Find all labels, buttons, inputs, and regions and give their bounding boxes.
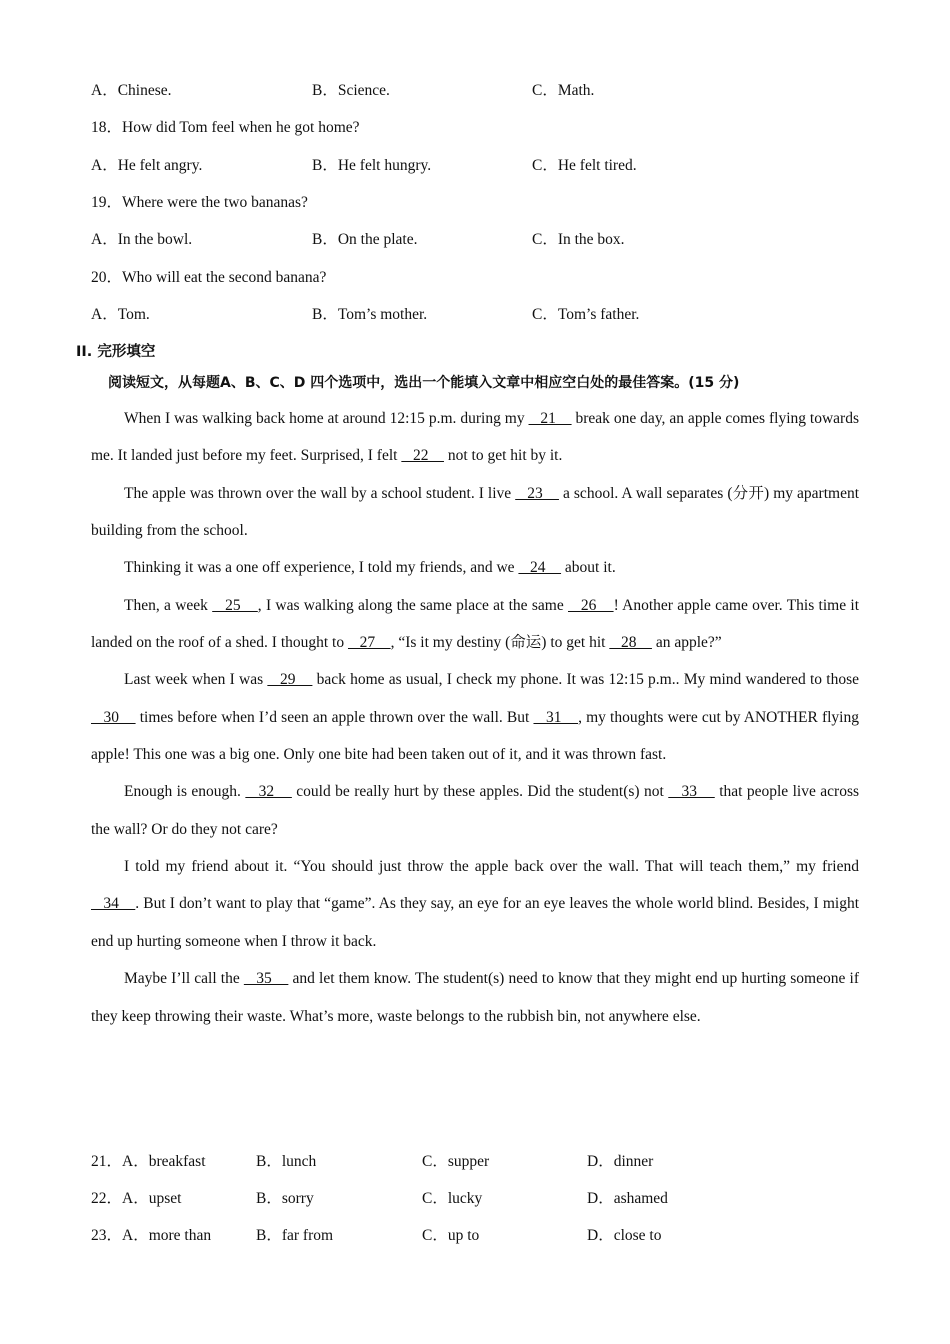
question-18: 18．How did Tom feel when he got home?	[91, 119, 360, 136]
option-b: B．He felt hungry.	[312, 157, 432, 174]
mcq-23-option-b: B．far from	[256, 1227, 334, 1244]
blank-26: 26	[568, 596, 614, 614]
blank-27: 27	[347, 634, 391, 652]
cloze-passage	[91, 400, 859, 1035]
option-a: A．He felt angry.	[91, 157, 203, 174]
blank-25: 25	[212, 596, 258, 614]
mcq-21	[91, 1150, 871, 1174]
paragraph-1: When I was walking back home at around 12:15 p.m. during my 21 break one day, an apple comes flying towards me. It landed just before my feet. Surprised, I felt 22 not to get hit by it.	[91, 410, 860, 465]
blank-30: 30	[91, 708, 136, 726]
blank-35: 35	[243, 970, 289, 988]
blank-33: 33	[668, 783, 715, 801]
option-a: A．In the bowl.	[91, 231, 193, 248]
option-b: B．On the plate.	[312, 231, 418, 248]
mcq-22	[91, 1187, 871, 1211]
paragraph-6: Enough is enough. 32 could be really hurt by these apples. Did the student(s) not 33 that people live across the wall? Or do they not care?	[91, 783, 860, 838]
mcq-23-option-d: D．close to	[587, 1227, 662, 1244]
mcq-21-option-b: B．lunch	[256, 1153, 317, 1170]
blank-31: 31	[533, 708, 579, 726]
section-instruction: 阅读短文，从每题A、B、C、D 四个选项中，选出一个能填入文章中相应空白处的最佳答案。(15 分)	[108, 375, 740, 391]
blank-34: 34	[91, 895, 136, 913]
blank-23: 23	[515, 484, 559, 502]
paragraph-7: I told my friend about it. “You should just throw the apple back over the wall. That will teach them,” my friend 34 . But I don’t want to play that “game”. As they say, an eye for an eye leaves the whole world blind. Besides, I might end up hurting someone when I throw it back.	[91, 858, 859, 950]
mcq-22-option-a: 22．A．upset	[91, 1190, 182, 1207]
question-19: 19．Where were the two bananas?	[91, 194, 308, 211]
blank-29: 29	[267, 671, 313, 689]
mcq-21-option-a: 21．A．breakfast	[91, 1153, 206, 1170]
blank-21: 21	[528, 410, 572, 427]
q19-options	[91, 228, 871, 252]
option-c: C．Math.	[532, 82, 595, 99]
paragraph-5: Last week when I was 29 back home as usual, I check my phone. It was 12:15 p.m.. My mind wandered to those 30 times before when I’d seen an apple thrown over the wall. But 31 , my thoughts were cut by ANOTHER flying apple! This one was a big one. Only one bite had been taken out of it, and it was thrown fast.	[91, 671, 859, 764]
option-a: A．Tom.	[91, 306, 150, 323]
q20-options	[91, 303, 871, 327]
q17-options	[91, 79, 871, 103]
option-b: B．Tom’s mother.	[312, 306, 428, 323]
section-heading: II. 完形填空	[76, 344, 156, 360]
option-c: C．In the box.	[532, 231, 625, 248]
paragraph-3: Thinking it was a one off experience, I told my friends, and we 24 about it.	[124, 559, 616, 577]
option-c: C．Tom’s father.	[532, 306, 640, 323]
blank-24: 24	[518, 559, 562, 577]
option-a: A．Chinese.	[91, 82, 172, 99]
mcq-22-option-b: B．sorry	[256, 1190, 314, 1207]
option-b: B．Science.	[312, 82, 390, 99]
blank-28: 28	[609, 634, 652, 652]
paragraph-4: Then, a week 25 , I was walking along the same place at the same 26 ! Another apple came over. This time it landed on the roof of a shed. I thought to 27 , “Is it my destiny (命运) to get hit 28 an apple?”	[91, 596, 860, 652]
paragraph-2: The apple was thrown over the wall by a school student. I live 23 a school. A wall separates (分开) my apartment building from the school.	[91, 484, 860, 540]
mcq-23-option-c: C．up to	[422, 1227, 480, 1244]
mcq-21-option-d: D．dinner	[587, 1153, 654, 1170]
q18-options	[91, 154, 871, 178]
blank-32: 32	[245, 783, 292, 801]
mcq-23-option-a: 23．A．more than	[91, 1227, 212, 1244]
paragraph-8: Maybe I’ll call the 35 and let them know. The student(s) need to know that they might end up hurting someone if they keep throwing their waste. What’s more, waste belongs to the rubbish bin, not anywhere else.	[91, 970, 859, 1025]
blank-22: 22	[401, 447, 444, 465]
mcq-23	[91, 1224, 871, 1248]
mcq-22-option-d: D．ashamed	[587, 1190, 668, 1207]
option-c: C．He felt tired.	[532, 157, 637, 174]
mcq-21-option-c: C．supper	[422, 1153, 490, 1170]
mcq-22-option-c: C．lucky	[422, 1190, 483, 1207]
question-20: 20．Who will eat the second banana?	[91, 269, 327, 286]
